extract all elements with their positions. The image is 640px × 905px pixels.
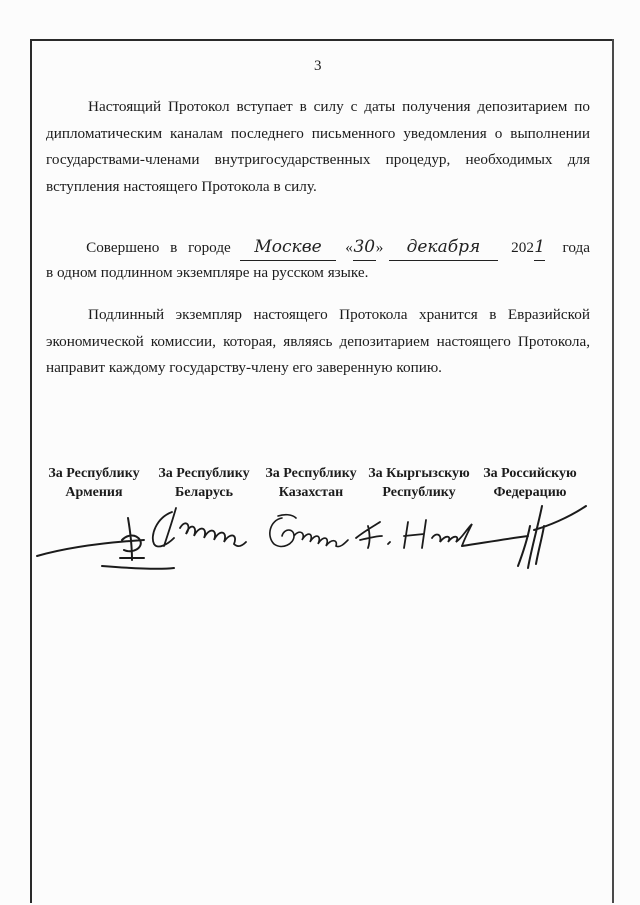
signatory-belarus [152,464,256,502]
signing-continuation: в одном подлинном экземпляре на русском языке. [46,264,369,281]
scan-border-left [30,39,32,903]
paragraph-1-text: Настоящий Протокол вступает в силу с даты получения депозитарием по дипломатическим каналам последнего письменного уведомления о выполнении государствами-членами внутригосударственных процедур, необходимых для вступления настоящего Протокола в силу. [46,98,590,195]
signatory-russia-line2: Федерацию [493,485,567,500]
signing-place-date-line [46,234,590,261]
signature-kazakhstan [264,508,354,558]
signatory-kazakhstan [260,464,362,502]
signatory-kyrgyzstan-line1: За Кыргызскую [368,466,470,481]
scan-border-top [30,39,614,41]
handwritten-city: Москве [240,234,335,261]
page-number: 3 [314,58,322,74]
quote-close: » [375,239,384,256]
signatory-armenia [44,464,144,502]
signatory-belarus-line2: Беларусь [174,485,234,500]
handwritten-month: декабря [389,234,498,261]
signatory-kyrgyzstan-line2: Республику [382,485,456,500]
signature-belarus [146,504,256,564]
paragraph-entry-into-force [46,94,590,200]
year-suffix: года [562,239,590,256]
paragraph-depositary [46,302,590,382]
scan-border-right [612,39,614,903]
signature-russia [458,496,598,576]
signatory-armenia-line1: За Республику [48,466,140,481]
quote-open: « [345,239,353,256]
signatory-belarus-line1: За Республику [158,466,250,481]
signatory-russia-line1: За Российскую [483,466,577,481]
signatory-armenia-line2: Армения [65,485,123,500]
handwritten-day: 30 [353,234,376,261]
year-prefix: 202 [511,239,534,256]
signatory-kazakhstan-line2: Казахстан [278,485,344,500]
paragraph-3-text: Подлинный экземпляр настоящего Протокола хранится в Евразийской экономической комиссии, которая, являясь депозитарием настоящего Протокола, направит каждому государству-члену его заверенную копию. [46,306,590,376]
signing-prefix: Совершено в городе [86,239,231,256]
handwritten-year-digit: 1 [534,234,545,261]
signatory-kazakhstan-line1: За Республику [265,466,357,481]
